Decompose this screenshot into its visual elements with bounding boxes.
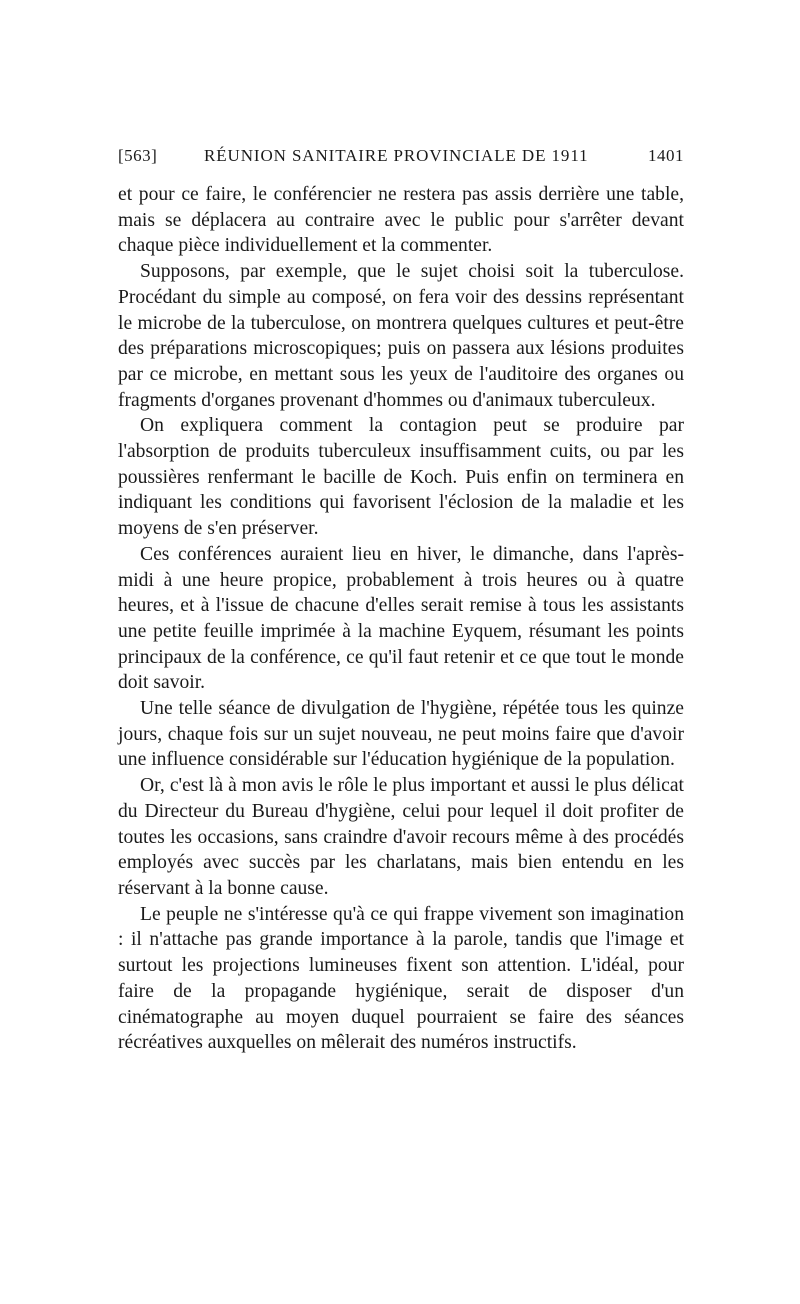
running-header	[118, 146, 684, 170]
paragraph: Une telle séance de divulgation de l'hygiène, répétée tous les quinze jours, chaque fois sur un sujet nouveau, ne peut moins faire que d'avoir une influence considérable sur l'éducation hygiénique de la population.	[118, 698, 684, 771]
paragraph-continued: et pour ce faire, le conférencier ne restera pas assis derrière une table, mais se déplacera au contraire avec le public pour s'arrêter devant chaque pièce individuellement et la commenter.	[118, 184, 684, 257]
paragraph: Or, c'est là à mon avis le rôle le plus important et aussi le plus délicat du Directeur du Bureau d'hygiène, celui pour lequel il doit profiter de toutes les occasions, sans craindre d'avoir recours même à des procédés employés avec succès par les charlatans, mais bien entendu en les réservant à la bonne cause.	[118, 775, 684, 899]
paragraph: Supposons, par exemple, que le sujet choisi soit la tuberculose. Procédant du simple au composé, on fera voir des dessins représentant le microbe de la tuberculose, on montrera quelques cultures et peut-être des préparations microscopiques; puis on passera aux lésions produites par ce microbe, en mettant sous les yeux de l'auditoire des organes ou fragments d'organes provenant d'hommes ou d'animaux tuberculeux.	[118, 261, 684, 411]
paragraph: Le peuple ne s'intéresse qu'à ce qui frappe vivement son imagination : il n'attache pas grande importance à la parole, tandis que l'image et surtout les projections lumineuses fixent son attention. L'idéal, pour faire de la propagande hygiénique, serait de disposer d'un cinématographe au moyen duquel pourraient se faire des séances récréatives auxquelles on mêlerait des numéros instructifs.	[118, 903, 684, 1054]
paragraph: On expliquera comment la contagion peut se produire par l'absorption de produits tuberculeux insuffisamment cuits, ou par les poussières renfermant le bacille de Koch. Puis enfin on terminera en indiquant les conditions qui favorisent l'éclosion de la maladie et les moyens de s'en préserver.	[118, 415, 684, 540]
page-reference: [563]	[118, 146, 158, 165]
running-title: RÉUNION SANITAIRE PROVINCIALE DE 1911	[204, 146, 589, 165]
page-number: 1401	[648, 146, 684, 165]
body-text	[118, 182, 684, 1056]
paragraph: Ces conférences auraient lieu en hiver, le dimanche, dans l'après-midi à une heure propice, probablement à trois heures ou à quatre heures, et à l'issue de chacune d'elles serait remise à tous les assistants une petite feuille imprimée à la machine Eyquem, résumant les points principaux de la conférence, ce qu'il faut retenir et ce que tout le monde doit savoir.	[118, 543, 684, 694]
